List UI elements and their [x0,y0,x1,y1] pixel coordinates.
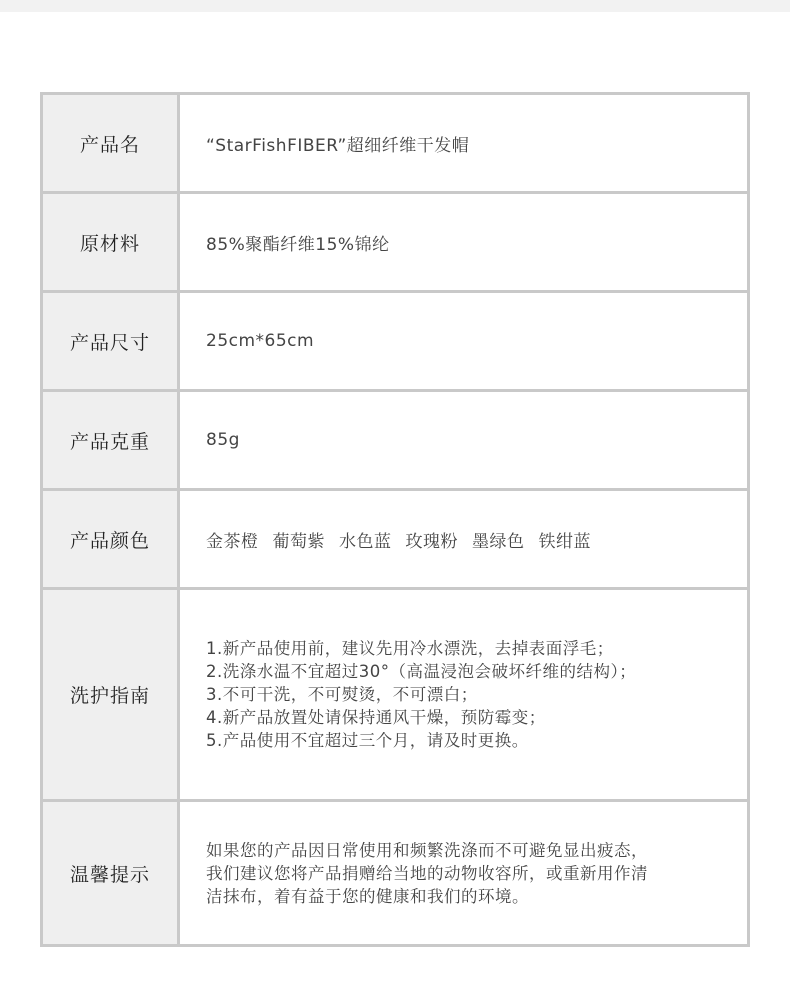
care-line: 3.不可干洗，不可熨烫，不可漂白； [206,685,478,704]
color-item: 铁绀蓝 [538,531,591,552]
value-tips [179,801,749,946]
value-size: 25cm*65cm [179,292,749,391]
value-material: 85%聚酯纤维15%锦纶 [179,193,749,292]
label-material: 原材料 [42,193,179,292]
color-item: 金茶橙 [206,531,259,552]
value-product-name: “StarFishFIBER”超细纤维干发帽 [179,94,749,193]
spec-row-material [42,193,749,292]
value-colors [179,490,749,589]
color-list [206,527,747,552]
care-line: 2.洗涤水温不宜超过30°（高温浸泡会破坏纤维的结构）； [206,662,637,681]
tip-line: 如果您的产品因日常使用和频繁洗涤而不可避免显出疲态， [206,840,648,860]
label-care-guide: 洗护指南 [42,589,179,801]
label-weight: 产品克重 [42,391,179,490]
care-line: 1.新产品使用前，建议先用冷水漂洗，去掉表面浮毛； [206,639,614,658]
label-product-name: 产品名 [42,94,179,193]
label-tips: 温馨提示 [42,801,179,946]
color-item: 玫瑰粉 [405,531,458,552]
spec-row-product-name [42,94,749,193]
spec-row-weight [42,391,749,490]
color-item: 墨绿色 [472,531,525,552]
product-spec-table [40,92,750,947]
tip-line: 洁抹布，着有益于您的健康和我们的环境。 [206,886,529,906]
color-item: 葡萄紫 [272,531,325,552]
value-care-guide [179,589,749,801]
label-colors: 产品颜色 [42,490,179,589]
care-line: 5.产品使用不宜超过三个月，请及时更换。 [206,731,529,750]
spec-row-tips [42,801,749,946]
tip-line: 我们建议您将产品捐赠给当地的动物收容所，或重新用作清 [206,863,648,883]
care-line: 4.新产品放置处请保持通风干燥，预防霉变； [206,708,546,727]
label-size: 产品尺寸 [42,292,179,391]
spec-row-care-guide [42,589,749,801]
spec-row-size [42,292,749,391]
color-item: 水色蓝 [339,531,392,552]
value-weight: 85g [179,391,749,490]
spec-row-colors [42,490,749,589]
top-strip [0,0,790,12]
